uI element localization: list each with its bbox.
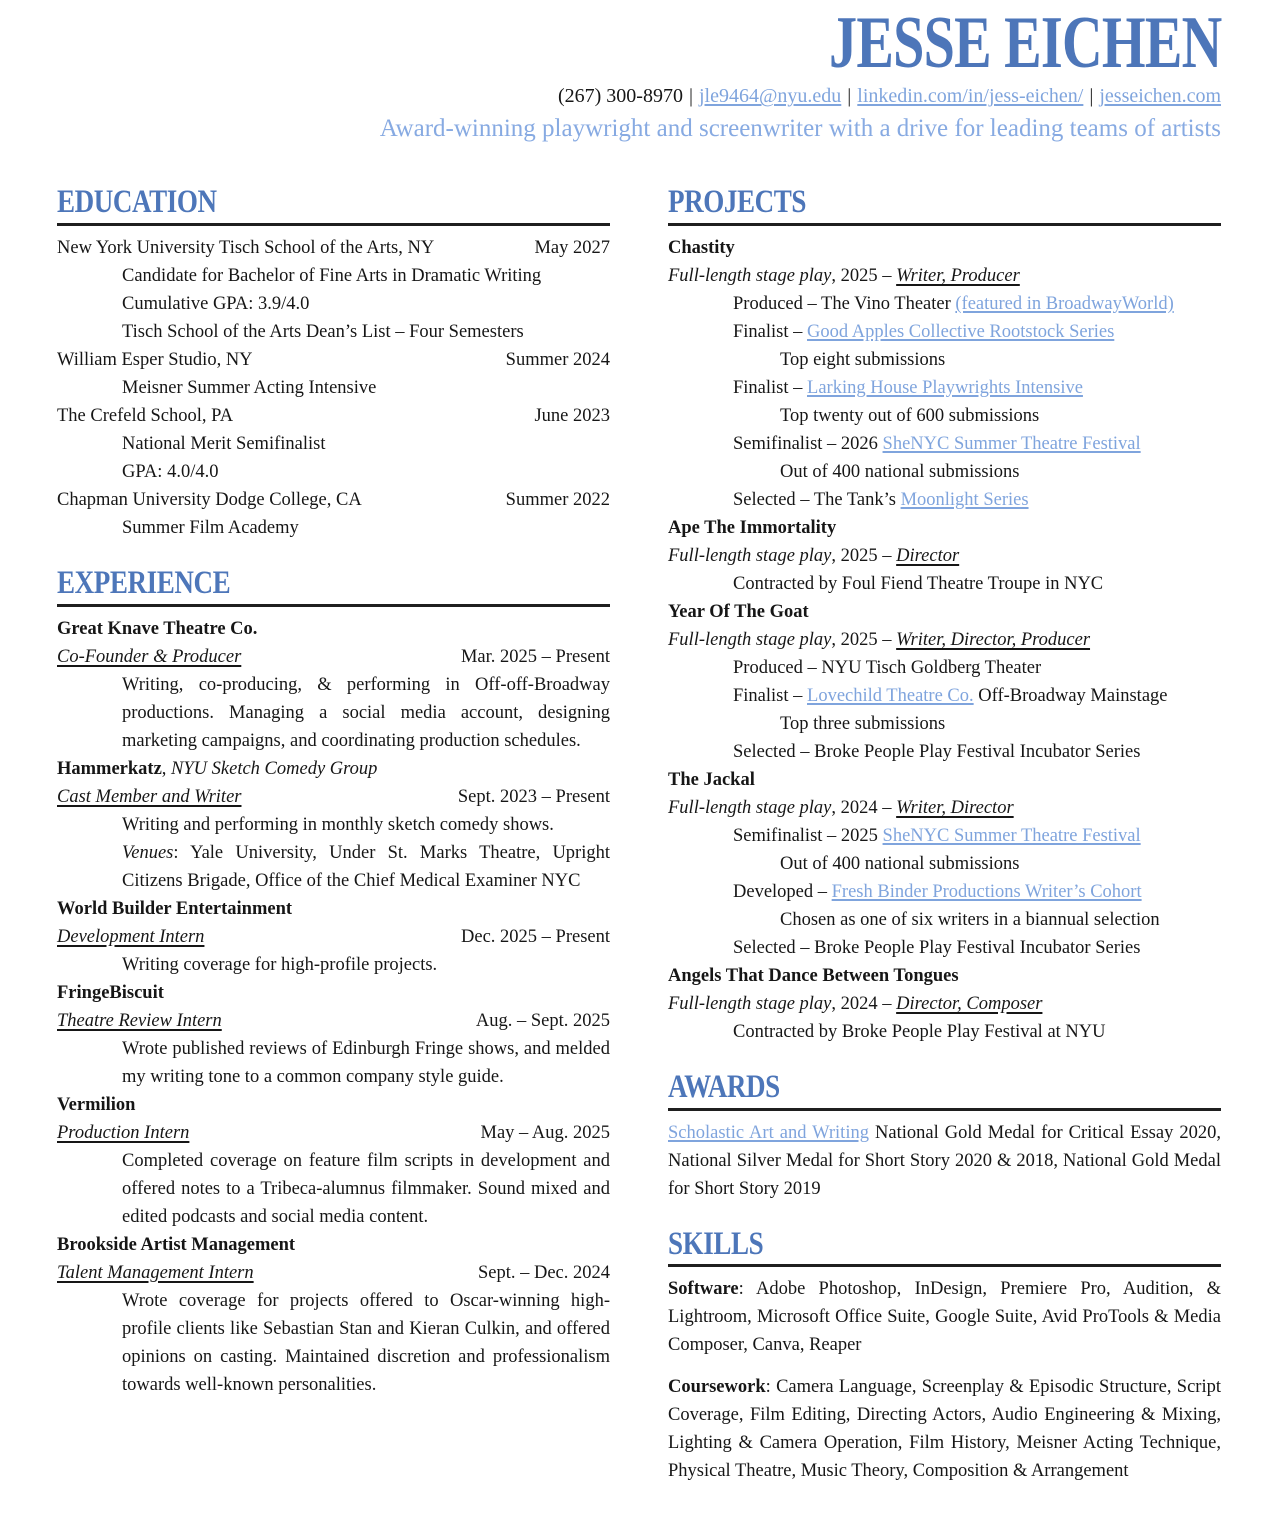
text-run: Director — [896, 545, 960, 566]
text-run: Produced – The Vino Theater — [733, 293, 956, 314]
education-entry — [57, 486, 610, 542]
project-entry — [668, 766, 1221, 962]
company-name — [57, 1231, 610, 1259]
entry-date: Summer 2024 — [505, 349, 610, 370]
contact-separator: | — [688, 85, 693, 108]
role-title: Theatre Review Intern — [57, 1010, 222, 1031]
text-run: Selected – Broke People Play Festival Incubator Series — [733, 937, 1141, 958]
education-detail: Candidate for Bachelor of Fine Arts in Dramatic Writing — [122, 265, 542, 286]
text-run: Completed coverage on feature film scripts in development and offered notes to a Tribeca-alumnus filmmaker. Sound mixed and edited podcasts and social media content. — [122, 1150, 610, 1227]
page-title: JESSE EICHEN — [828, 2, 1221, 84]
project-meta — [668, 262, 1221, 290]
experience-entry — [57, 979, 610, 1091]
text-run: Full-length stage play — [668, 993, 832, 1014]
project-item — [668, 318, 1221, 346]
text-run: Semifinalist – 2025 — [733, 825, 883, 846]
role-title: Development Intern — [57, 926, 205, 947]
project-item — [668, 458, 1221, 486]
experience-entry — [57, 615, 610, 755]
text-run: Finalist – — [733, 377, 808, 398]
project-entry — [668, 514, 1221, 598]
entry-date: Sept. – Dec. 2024 — [477, 1262, 610, 1283]
inline-link[interactable]: Lovechild Theatre Co. — [807, 685, 974, 706]
phone-number: (267) 300-8970 — [557, 85, 683, 108]
institution-name: The Crefeld School, PA — [57, 405, 234, 426]
role-title: Talent Management Intern — [57, 1262, 254, 1283]
role-line — [57, 783, 610, 811]
entry-date: Sept. 2023 – Present — [457, 786, 610, 807]
text-run: Writer, Director, Producer — [896, 629, 1091, 650]
education-section-title: EDUCATION — [57, 184, 217, 221]
text-run: Writing and performing in monthly sketch comedy shows. — [122, 814, 554, 835]
text-run: Top eight submissions — [780, 349, 946, 370]
text-run: , 2024 – — [831, 797, 897, 818]
text-run: Vermilion — [57, 1094, 136, 1115]
role-title: Production Intern — [57, 1122, 190, 1143]
text-run: Semifinalist – 2026 — [733, 433, 883, 454]
tagline: Award-winning playwright and screenwriter with a drive for leading teams of artists — [379, 115, 1221, 143]
text-run: Finalist – — [733, 321, 808, 342]
entry-date: May – Aug. 2025 — [480, 1122, 610, 1143]
project-item — [668, 346, 1221, 374]
text-run: Coursework — [668, 1377, 766, 1398]
project-title: Year Of The Goat — [668, 601, 809, 622]
role-line — [57, 643, 610, 671]
text-run: Out of 400 national submissions — [780, 853, 1020, 874]
inline-link[interactable]: SheNYC Summer Theatre Festival — [882, 825, 1141, 846]
role-title: Cast Member and Writer — [57, 786, 242, 807]
project-entry — [668, 598, 1221, 766]
text-run: Brookside Artist Management — [57, 1234, 296, 1255]
text-run: Chosen as one of six writers in a biannual selection — [780, 909, 1160, 930]
project-item — [668, 570, 1221, 598]
project-item — [668, 850, 1221, 878]
text-run: Out of 400 national submissions — [780, 461, 1020, 482]
inline-link[interactable]: Scholastic Art and Writing — [668, 1122, 869, 1143]
contact-separator: | — [1089, 85, 1094, 108]
education-entries — [57, 234, 610, 542]
experience-entry — [57, 1231, 610, 1399]
project-meta — [668, 794, 1221, 822]
text-run: Developed – — [733, 881, 832, 902]
role-description — [57, 1035, 610, 1091]
inline-link[interactable]: Fresh Binder Productions Writer’s Cohort — [831, 881, 1142, 902]
header — [57, 2, 1221, 144]
projects-header — [668, 186, 1221, 226]
contact-line — [57, 83, 1221, 110]
text-run: Full-length stage play — [668, 797, 832, 818]
education-section — [57, 186, 610, 542]
text-run: : Yale University, Under St. Marks Theatre, Upright Citizens Brigade, Office of the Chief Medical Examiner NYC — [122, 842, 610, 891]
text-run: Selected – The Tank’s — [733, 489, 901, 510]
education-detail: GPA: 4.0/4.0 — [122, 461, 219, 482]
skills-section — [668, 1225, 1221, 1486]
education-entry-head — [57, 234, 610, 262]
role-title: Co-Founder & Producer — [57, 646, 242, 667]
project-title: Angels That Dance Between Tongues — [668, 965, 959, 986]
project-item — [668, 738, 1221, 766]
project-item — [668, 430, 1221, 458]
text-run: FringeBiscuit — [57, 982, 164, 1003]
role-line — [57, 1007, 610, 1035]
text-run: NYU Sketch Comedy Group — [171, 758, 378, 779]
text-run: Contracted by Broke People Play Festival at NYU — [733, 1021, 1106, 1042]
project-item — [668, 906, 1221, 934]
role-description — [57, 671, 610, 755]
text-run: World Builder Entertainment — [57, 898, 293, 919]
project-item — [668, 402, 1221, 430]
education-entry-head — [57, 486, 610, 514]
role-line — [57, 1259, 610, 1287]
text-run: Off-Broadway Mainstage — [973, 685, 1168, 706]
email-link[interactable]: jle9464@nyu.edu — [698, 85, 842, 108]
text-run: , 2024 – — [831, 993, 897, 1014]
text-run: Finalist – — [733, 685, 808, 706]
project-item — [668, 654, 1221, 682]
skills-paragraphs — [668, 1275, 1221, 1485]
company-name — [57, 979, 610, 1007]
text-run: Contracted by Foul Fiend Theatre Troupe in NYC — [733, 573, 1104, 594]
text-run: Selected – Broke People Play Festival Incubator Series — [733, 741, 1141, 762]
project-item — [668, 822, 1221, 850]
entry-date: May 2027 — [534, 237, 610, 258]
text-run: , 2025 – — [831, 265, 897, 286]
role-description — [57, 951, 610, 979]
project-item — [668, 486, 1221, 514]
right-column — [668, 186, 1221, 1485]
text-run: Director, Composer — [896, 993, 1043, 1014]
education-entry-head — [57, 402, 610, 430]
role-line — [57, 923, 610, 951]
skills-paragraph — [668, 1275, 1221, 1359]
skills-section-title: SKILLS — [668, 1225, 764, 1262]
entry-date: June 2023 — [534, 405, 610, 426]
entry-date: Aug. – Sept. 2025 — [475, 1010, 610, 1031]
inline-link[interactable]: Larking House Playwrights Intensive — [807, 377, 1083, 398]
text-run: Software — [668, 1279, 739, 1300]
education-detail: Meisner Summer Acting Intensive — [122, 377, 377, 398]
project-title: Chastity — [668, 237, 735, 258]
project-item — [668, 682, 1221, 710]
text-run: National Gold Medal for Critical Essay 2020, National Silver Medal for Short Story 2020 & 2018, National Gold Medal for Short Story 2019 — [668, 1122, 1222, 1199]
project-item — [668, 1018, 1221, 1046]
experience-section-title: EXPERIENCE — [57, 564, 231, 601]
project-title: The Jackal — [668, 769, 755, 790]
text-run: Top twenty out of 600 submissions — [780, 405, 1040, 426]
entry-date: Summer 2022 — [505, 489, 610, 510]
text-run: Writer, Director — [896, 797, 1014, 818]
projects-section-title: PROJECTS — [668, 184, 807, 221]
role-description — [57, 1147, 610, 1231]
experience-section — [57, 564, 610, 1399]
role-description — [57, 811, 610, 839]
inline-link[interactable]: (featured in BroadwayWorld) — [955, 293, 1174, 314]
text-run: , — [161, 758, 172, 779]
entry-date: Dec. 2025 – Present — [461, 926, 610, 947]
projects-section — [668, 186, 1221, 1046]
experience-header — [57, 564, 610, 607]
inline-link[interactable]: Good Apples Collective Rootstock Series — [807, 321, 1115, 342]
text-run: Full-length stage play — [668, 545, 832, 566]
entry-date: Mar. 2025 – Present — [460, 646, 610, 667]
text-run: : Adobe Photoshop, InDesign, Premiere Pro, Audition, & Lightroom, Microsoft Office Suite, Google Suite, Avid ProTools & Media Composer, Canva, Reaper — [668, 1279, 1221, 1356]
project-item — [668, 710, 1221, 738]
text-run: Produced – NYU Tisch Goldberg Theater — [733, 657, 1042, 678]
experience-entry — [57, 895, 610, 979]
text-run: : Camera Language, Screenplay & Episodic Structure, Script Coverage, Film Editing, Directing Actors, Audio Engineering & Mixing, Lighting & Camera Operation, Film History, Meisner Acting Technique, Physical Theatre, Music Theory, Composition & Arrangement — [668, 1377, 1221, 1482]
institution-name: Chapman University Dodge College, CA — [57, 489, 362, 510]
role-description — [57, 839, 610, 895]
project-entry — [668, 962, 1221, 1046]
inline-link[interactable]: SheNYC Summer Theatre Festival — [882, 433, 1141, 454]
project-item — [668, 290, 1221, 318]
education-entry — [57, 402, 610, 486]
skills-paragraph — [668, 1373, 1221, 1485]
text-run: Top three submissions — [780, 713, 946, 734]
website-link[interactable]: jesseichen.com — [1099, 85, 1221, 108]
institution-name: William Esper Studio, NY — [57, 349, 253, 370]
inline-link[interactable]: Moonlight Series — [900, 489, 1029, 510]
text-run: Hammerkatz — [57, 758, 162, 779]
role-description — [57, 1287, 610, 1399]
text-run: Writer, Producer — [896, 265, 1020, 286]
text-run: Full-length stage play — [668, 629, 832, 650]
projects-entries — [668, 234, 1221, 1046]
education-detail: Summer Film Academy — [122, 517, 299, 538]
linkedin-link[interactable]: linkedin.com/in/jess-eichen/ — [857, 85, 1084, 108]
education-detail: Tisch School of the Arts Dean’s List – Four Semesters — [122, 321, 524, 342]
experience-entry — [57, 1091, 610, 1231]
text-run: Writing coverage for high-profile projects. — [122, 954, 438, 975]
education-detail: National Merit Semifinalist — [122, 433, 326, 454]
project-meta — [668, 542, 1221, 570]
education-entry — [57, 234, 610, 346]
awards-section — [668, 1068, 1222, 1203]
project-entry — [668, 234, 1221, 514]
experience-entries — [57, 615, 610, 1399]
company-name — [57, 615, 610, 643]
education-entry — [57, 346, 610, 402]
two-column-body — [57, 186, 1221, 1485]
skills-header — [668, 1225, 1221, 1268]
experience-entry — [57, 755, 610, 895]
project-title: Ape The Immortality — [668, 517, 837, 538]
company-name — [57, 895, 610, 923]
text-run: , 2025 – — [831, 545, 897, 566]
text-run: Wrote published reviews of Edinburgh Fringe shows, and melded my writing tone to a common company style guide. — [122, 1038, 610, 1087]
company-name — [57, 755, 610, 783]
institution-name: New York University Tisch School of the Arts, NY — [57, 237, 435, 258]
text-run: Writing, co-producing, & performing in Off-off-Broadway productions. Managing a social media account, designing marketing campaigns, and coordinating production schedules. — [122, 674, 610, 751]
education-detail: Cumulative GPA: 3.9/4.0 — [122, 293, 310, 314]
awards-header — [668, 1068, 1221, 1111]
project-item — [668, 878, 1221, 906]
project-meta — [668, 990, 1221, 1018]
text-run: Great Knave Theatre Co. — [57, 618, 258, 639]
project-item — [668, 934, 1221, 962]
contact-separator: | — [847, 85, 852, 108]
project-meta — [668, 626, 1221, 654]
awards-section-title: AWARDS — [668, 1068, 780, 1105]
text-run: Wrote coverage for projects offered to Oscar-winning high-profile clients like Sebastian Stan and Kieran Culkin, and offered opinions on casting. Maintained discretion and professionalism towards well-known personalities. — [122, 1290, 610, 1395]
text-run: , 2025 – — [831, 629, 897, 650]
education-entry-head — [57, 346, 610, 374]
text-run: Venues — [122, 842, 174, 863]
awards-text — [668, 1119, 1221, 1203]
project-item — [668, 374, 1221, 402]
left-column — [57, 186, 610, 1485]
education-header — [57, 186, 610, 226]
company-name — [57, 1091, 610, 1119]
text-run: Full-length stage play — [668, 265, 832, 286]
role-line — [57, 1119, 610, 1147]
